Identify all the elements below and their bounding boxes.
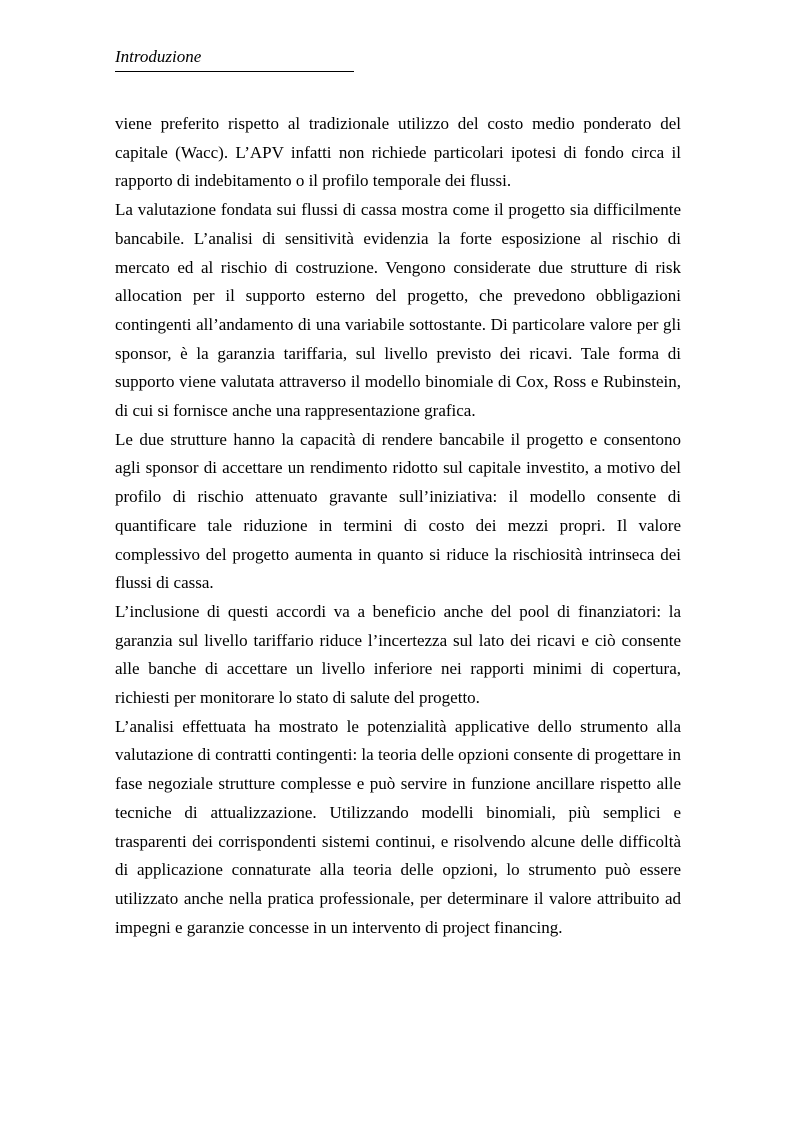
paragraph-lenders-benefit: L’inclusione di questi accordi va a beneficio anche del pool di finanziatori: la garanzia sul livello tariffario riduce l’incertezza sul lato dei ricavi e ciò consente alle banche di accettare un livello inferiore nei rapporti minimi di copertura, richiesti per monitorare lo stato di salute del progetto. (115, 601, 681, 708)
paragraph-apv-intro: viene preferito rispetto al tradizionale utilizzo del costo medio ponderato del capitale (Wacc). L’APV infatti non richiede particolari ipotesi di fondo circa il rapporto di indebitamento o il profilo temporale dei flussi. (115, 114, 681, 191)
paragraph-conclusion: L’analisi effettuata ha mostrato le potenzialità applicative dello strumento alla valutazione di contratti contingenti: la teoria delle opzioni consente di progettare in fase negoziale strutture complesse e può servire in funzione ancillare rispetto alle tecniche di attualizzazione. Utilizzando modelli binomiali, più semplici e trasparenti dei corrispondenti sistemi continui, e risolvendo alcune delle difficoltà di applicazione connaturate alla teoria delle opzioni, lo strumento può essere utilizzato anche nella pratica professionale, per determinare il valore attribuito ad impegni e garanzie concesse in un intervento di project financing. (115, 716, 681, 937)
chapter-title: Introduzione (115, 47, 202, 66)
paragraph-structures-bankability: Le due strutture hanno la capacità di rendere bancabile il progetto e consentono agli sponsor di accettare un rendimento ridotto sul capitale investito, a motivo del profilo di rischio attenuato gravante sull’iniziativa: il modello consente di quantificare tale riduzione in termini di costo dei mezzi propri. Il valore complessivo del progetto aumenta in quanto si riduce la rischiosità intrinseca dei flussi di cassa. (115, 429, 681, 593)
page-header (115, 47, 354, 72)
paragraph-cash-flow-valuation: La valutazione fondata sui flussi di cassa mostra come il progetto sia difficilmente bancabile. L’analisi di sensitività evidenzia la forte esposizione al rischio di mercato ed al rischio di costruzione. Vengono considerate due strutture di risk allocation per il supporto esterno del progetto, che prevedono obbligazioni contingenti all’andamento di una variabile sottostante. Di particolare valore per gli sponsor, è la garanzia tariffaria, sul livello previsto dei ricavi. Tale forma di supporto viene valutata attraverso il modello binomiale di Cox, Ross e Rubinstein, di cui si fornisce anche una rappresentazione grafica. (115, 200, 681, 421)
body-text (115, 110, 681, 942)
